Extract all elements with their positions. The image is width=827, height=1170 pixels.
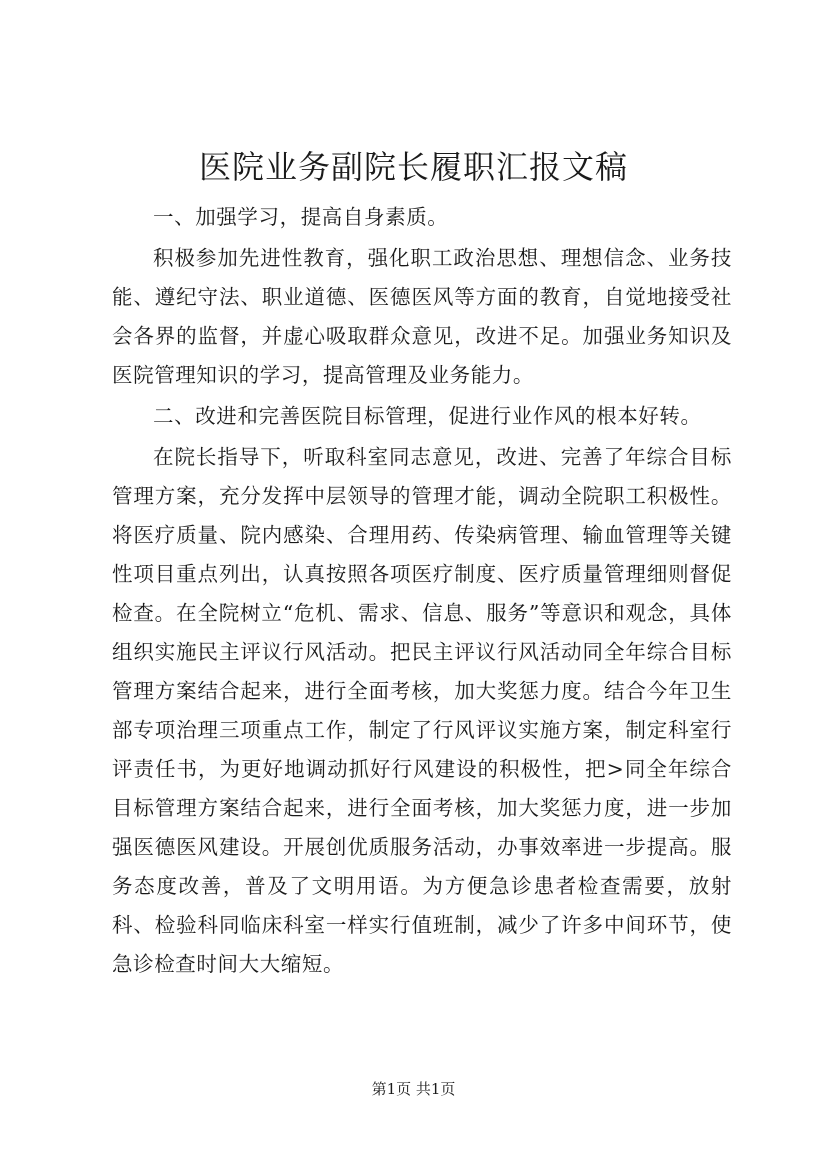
section-heading-2: 二、改进和完善医院目标管理，促进行业作风的根本好转。 (153, 404, 702, 428)
document-body (112, 196, 732, 984)
body-paragraph-1: 积极参加先进性教育，强化职工政治思想、理想信念、业务技能、遵纪守法、职业道德、医德医风等方面的教育，自觉地接受社会各界的监督，并虚心吸取群众意见，改进不足。加强业务知识及医院管理知识的学习，提高管理及业务能力。 (112, 246, 732, 387)
page-number-footer: 第1页 共1页 (371, 1080, 456, 1098)
body-paragraph-2: 在院长指导下，听取科室同志意见，改进、完善了年综合目标管理方案，充分发挥中层领导的管理才能，调动全院职工积极性。将医疗质量、院内感染、合理用药、传染病管理、输血管理等关键性项目重点列出，认真按照各项医疗制度、医疗质量管理细则督促检查。在全院树立“危机、需求、信息、服务”等意识和观念，具体组织实施民主评议行风活动。把民主评议行风活动同全年综合目标管理方案结合起来，进行全面考核，加大奖惩力度。结合今年卫生部专项治理三项重点工作，制定了行风评议实施方案，制定科室行评责任书，为更好地调动抓好行风建设的积极性，把>同全年综合目标管理方案结合起来，进行全面考核，加大奖惩力度，进一步加强医德医风建设。开展创优质服务活动，办事效率进一步提高。服务态度改善，普及了文明用语。为方便急诊患者检查需要，放射科、检验科同临床科室一样实行值班制，减少了许多中间环节，使急诊检查时间大大缩短。 (112, 445, 732, 976)
section-heading-1: 一、加强学习，提高自身素质。 (153, 205, 449, 229)
document-title: 医院业务副院长履职汇报文稿 (198, 148, 628, 186)
